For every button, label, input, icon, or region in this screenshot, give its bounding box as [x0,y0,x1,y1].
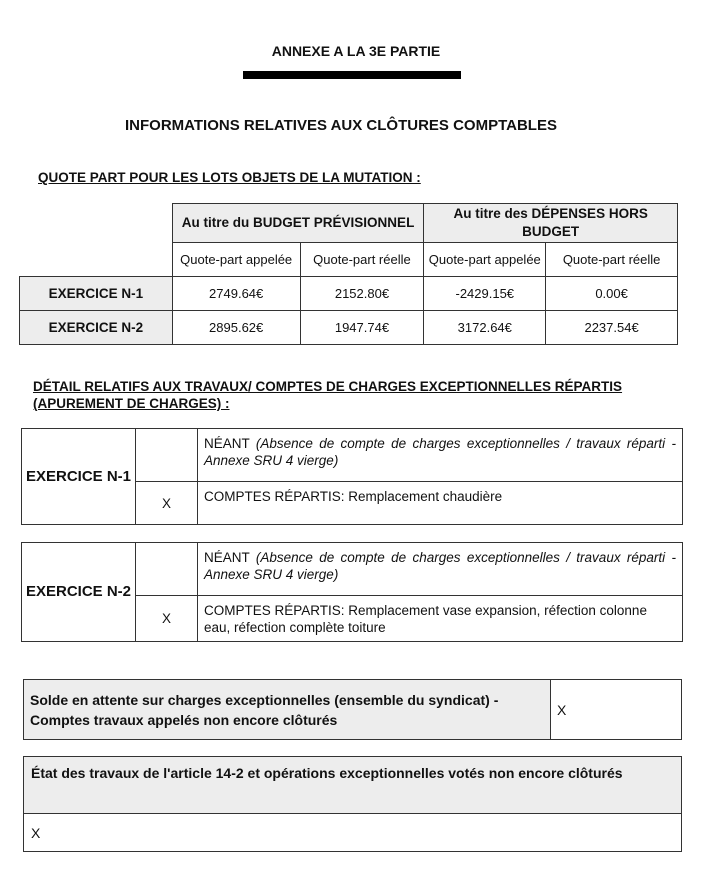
neant-note: (Absence de compte de charges exceptionnelles / travaux réparti - Annexe SRU 4 vierge) [204,436,676,468]
repartis-option: COMPTES RÉPARTIS: Remplacement vase expansion, réfection colonne eau, réfection complète toiture [198,596,683,642]
value-cell: 2152.80€ [300,277,424,311]
solde-label: Solde en attente sur charges exceptionnelles (ensemble du syndicat) - Comptes travaux appelés non encore clôturés [24,680,551,740]
neant-checkbox-mark [136,543,198,596]
repartis-checkbox-mark: X [136,482,198,525]
table-row [20,277,678,311]
col-header-reelle: Quote-part réelle [546,243,678,277]
info-title: INFORMATIONS RELATIVES AUX CLÔTURES COMPTABLES [125,117,557,134]
row-header: EXERCICE N-2 [20,311,173,345]
neant-note: (Absence de compte de charges exceptionnelles / travaux réparti - Annexe SRU 4 vierge) [204,550,676,582]
value-cell: 1947.74€ [300,311,424,345]
value-cell: -2429.15€ [424,277,546,311]
detail-section-heading: DÉTAIL RELATIFS AUX TRAVAUX/ COMPTES DE CHARGES EXCEPTIONNELLES RÉPARTIS (APUREMENT DE CHARGES) : [33,379,623,411]
solde-table [23,679,682,740]
value-cell: 2895.62€ [172,311,300,345]
neant-checkbox-mark [136,429,198,482]
quote-part-table [19,203,678,345]
group-header-budget: Au titre du BUDGET PRÉVISIONNEL [172,204,424,243]
quote-section-heading: QUOTE PART POUR LES LOTS OBJETS DE LA MUTATION : [38,170,421,185]
neant-option [198,543,683,596]
repartis-option: COMPTES RÉPARTIS: Remplacement chaudière [198,482,683,525]
neant-option [198,429,683,482]
table-row [20,311,678,345]
col-header-appelee: Quote-part appelée [172,243,300,277]
value-cell: 2237.54€ [546,311,678,345]
etat-label: État des travaux de l'article 14-2 et opérations exceptionnelles votés non encore clôturés [24,757,682,814]
value-cell: 0.00€ [546,277,678,311]
etat-mark: X [24,814,682,852]
annex-title: ANNEXE A LA 3E PARTIE [271,43,441,59]
neant-title: NÉANT [204,436,250,451]
col-header-reelle: Quote-part réelle [300,243,424,277]
solde-mark: X [551,680,682,740]
etat-travaux-table [23,756,682,852]
value-cell: 3172.64€ [424,311,546,345]
repartis-checkbox-mark: X [136,596,198,642]
group-header-hors-budget: Au titre des DÉPENSES HORS BUDGET [424,204,678,243]
corner-blank [20,204,173,243]
neant-title: NÉANT [204,550,250,565]
exercice-n2-table [21,542,683,642]
exercice-n1-table [21,428,683,525]
exercice-label: EXERCICE N-1 [22,429,136,525]
corner-blank [20,243,173,277]
exercice-label: EXERCICE N-2 [22,543,136,642]
title-underline-bar [243,71,461,79]
row-header: EXERCICE N-1 [20,277,173,311]
value-cell: 2749.64€ [172,277,300,311]
col-header-appelee: Quote-part appelée [424,243,546,277]
